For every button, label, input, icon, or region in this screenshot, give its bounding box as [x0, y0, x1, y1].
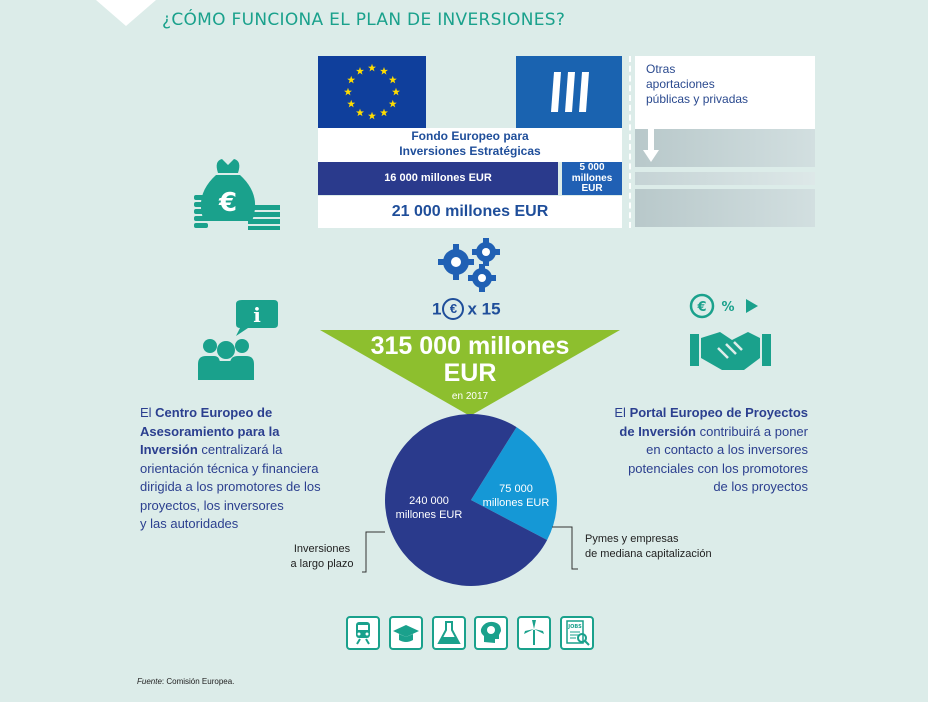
eu-flag [318, 56, 426, 128]
total-line1: 315 000 millones [370, 332, 570, 360]
jobs-icon [560, 616, 594, 650]
advisory-bold-line1: Centro Europeo de [155, 405, 273, 420]
advisory-rest-line3: centralizará la [197, 442, 283, 457]
multiplier-one: 1 [432, 299, 442, 319]
efsi-total: 21 000 millones EUR [318, 196, 622, 228]
advisory-line6: proyectos, los inversores [140, 497, 284, 513]
eu-star [392, 88, 400, 96]
eu-star [347, 100, 355, 108]
eu-star [344, 88, 352, 96]
eib-logo-icon [516, 56, 622, 128]
advisory-line7: y las autoridades [140, 516, 239, 531]
portal-line3: en contacto a los inversores [646, 442, 808, 457]
other-line1: Otras [646, 62, 676, 76]
pie-label-sme-value: 75 000 [499, 483, 533, 495]
efsi-label [318, 129, 622, 159]
efsi-label-line2: Inversiones Estratégicas [399, 144, 541, 158]
eu-star [368, 112, 376, 120]
other-line3: públicas y privadas [646, 92, 749, 106]
money-euro-sign: € [218, 188, 238, 218]
eu-star [356, 109, 364, 117]
eu-star [356, 67, 364, 75]
eu-star [389, 76, 397, 84]
wind-turbine-icon [517, 616, 551, 650]
dashed-divider [629, 56, 631, 228]
info-letter: i [253, 303, 261, 327]
gears-icon [436, 238, 508, 294]
portal-rest-line2: contribuirá a poner [695, 423, 808, 439]
pie-label-long-term [387, 494, 471, 522]
total-investment [320, 333, 620, 387]
efsi-bar-16000: 16 000 millones EUR [318, 162, 558, 195]
eu-star [389, 100, 397, 108]
leader-line-long-term [360, 528, 390, 576]
category-long-term-line2: a largo plazo [290, 558, 354, 570]
multiplier [432, 298, 501, 322]
gray-band-top [635, 129, 815, 167]
category-long-term-line1: Inversiones [293, 543, 351, 555]
pie-label-long-term-value: 240 000 [409, 495, 449, 507]
source-label: Fuente [137, 677, 162, 686]
advisory-bold-line2: Asesoramiento para la [140, 423, 280, 439]
eu-star [380, 109, 388, 117]
money-bag-icon [190, 155, 282, 231]
brain-icon [474, 616, 508, 650]
other-line2: aportaciones [646, 77, 715, 91]
portal-bold-line2: de Inversión [619, 423, 696, 439]
leader-line-sme [552, 525, 580, 573]
efsi-bar-5000 [562, 162, 622, 195]
euro-circle-icon [442, 298, 464, 320]
efsi-label-line1: Fondo Europeo para [411, 129, 529, 143]
advisory-bold-line3: Inversión [140, 442, 198, 457]
advisory-hub-text [140, 404, 350, 534]
euro-circle-sign: € [449, 301, 458, 316]
other-contributions-text [646, 62, 806, 107]
eu-star [380, 67, 388, 75]
bar5-line2: millones [571, 172, 613, 184]
page-title: ¿CÓMO FUNCIONA EL PLAN DE INVERSIONES? [162, 10, 566, 30]
corner-triangle-decoration [96, 0, 156, 26]
eu-star [368, 64, 376, 72]
handshake-euro-sign: € [697, 300, 707, 315]
advisory-line4: orientación técnica y financiera [140, 460, 319, 476]
portal-line4: potenciales con los promotores [628, 460, 808, 476]
jobs-text: JOBS [568, 624, 582, 630]
pie-label-sme [474, 482, 558, 510]
gray-band-bottom [635, 189, 815, 227]
train-icon [346, 616, 380, 650]
pie-label-long-term-unit: millones EUR [395, 509, 463, 521]
category-sme [585, 532, 755, 562]
category-sme-line2: de mediana capitalización [585, 548, 712, 560]
eib-logo [516, 56, 622, 128]
portal-prefix: El [614, 405, 630, 420]
handshake-icon [688, 292, 774, 374]
eu-star [347, 76, 355, 84]
graduation-cap-icon [389, 616, 423, 650]
category-long-term [282, 542, 362, 572]
portal-line5: de los proyectos [713, 479, 808, 494]
multiplier-factor: x 15 [467, 299, 501, 319]
project-portal-text [578, 404, 808, 497]
pie-label-sme-unit: millones EUR [482, 497, 550, 509]
info-people-icon [196, 296, 280, 382]
source-text: : Comisión Europea. [161, 677, 235, 686]
bar5-line1: 5 000 [579, 162, 605, 173]
category-sme-line1: Pymes y empresas [585, 533, 679, 545]
total-line2: EUR [443, 359, 497, 387]
source-note [137, 677, 234, 686]
down-arrow-icon [643, 128, 659, 164]
gray-band-middle [635, 172, 815, 185]
advisory-line5: dirigida a los promotores de los [140, 479, 321, 494]
advisory-prefix: El [140, 405, 156, 420]
flask-icon [432, 616, 466, 650]
portal-bold-line1: Portal Europeo de Proyectos [629, 405, 808, 420]
year-label: en 2017 [451, 391, 489, 402]
bar5-line3: EUR [581, 183, 603, 194]
percent-sign: % [721, 300, 735, 315]
eu-stars-icon [318, 56, 426, 128]
